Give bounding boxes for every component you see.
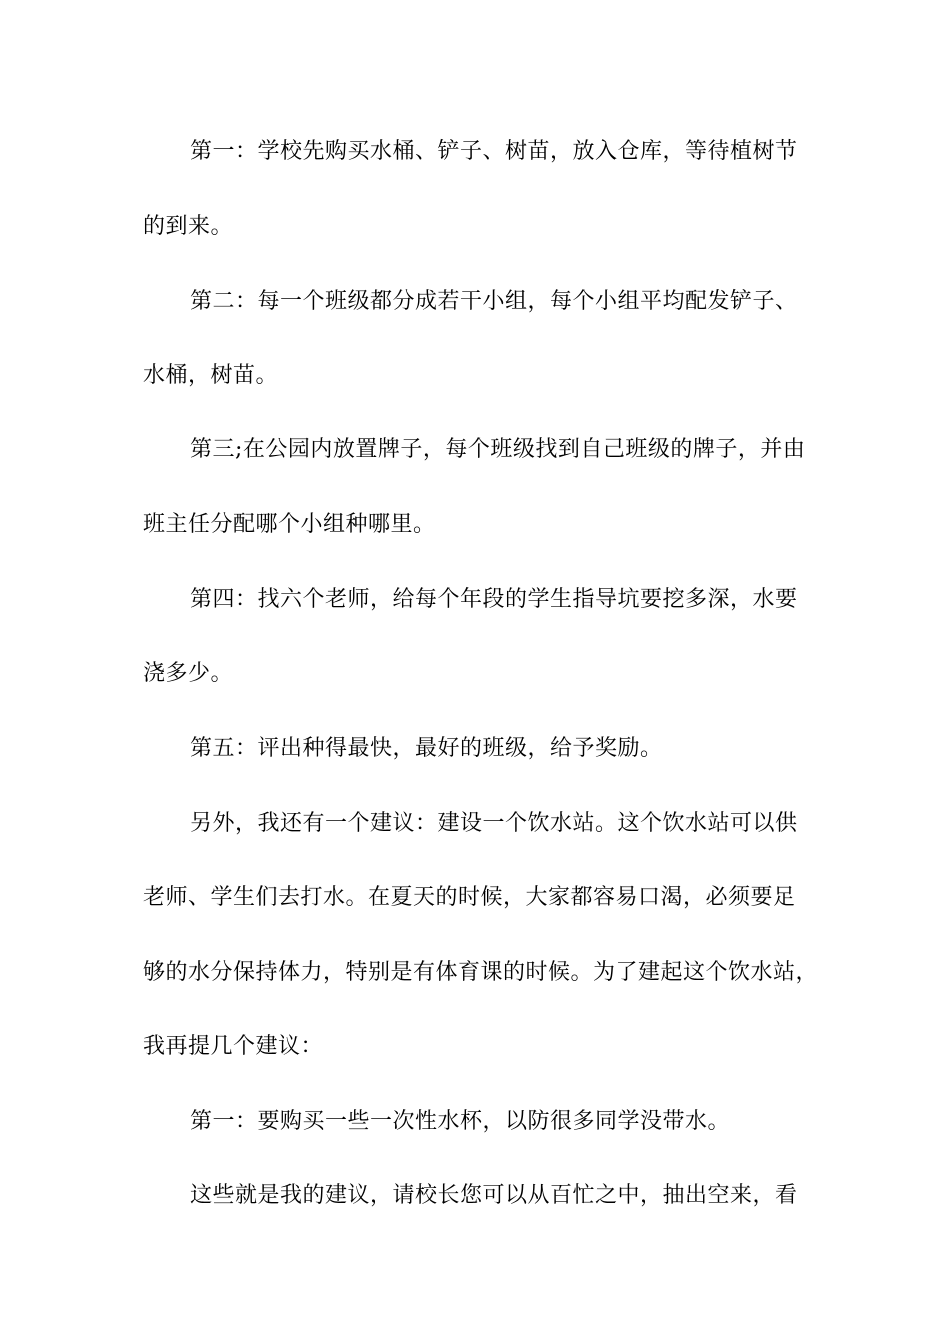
paragraph-line: 第二：每一个班级都分成若干小组，每个小组平均配发铲子、 <box>190 289 798 314</box>
paragraph-line: 我再提几个建议： <box>143 1034 324 1059</box>
paragraph-line: 的到来。 <box>143 214 234 239</box>
paragraph-line: 第一：学校先购买水桶、铲子、树苗，放入仓库，等待植树节 <box>190 139 798 164</box>
paragraph-line: 第五：评出种得最快，最好的班级，给予奖励。 <box>190 736 663 761</box>
paragraph-line: 第一：要购买一些一次性水杯，以防很多同学没带水。 <box>190 1109 731 1134</box>
paragraph-line: 浇多少。 <box>143 661 234 686</box>
paragraph-line: 够的水分保持体力，特别是有体育课的时候。为了建起这个饮水站， <box>143 960 819 985</box>
paragraph-line: 第三;在公园内放置牌子，每个班级找到自己班级的牌子，并由 <box>190 437 806 462</box>
paragraph-line: 老师、学生们去打水。在夏天的时候，大家都容易口渴，必须要足 <box>143 885 796 910</box>
paragraph-line: 另外，我还有一个建议：建设一个饮水站。这个饮水站可以供 <box>190 811 798 836</box>
paragraph-line: 第四：找六个老师，给每个年段的学生指导坑要挖多深，水要 <box>190 587 798 612</box>
paragraph-line: 这些就是我的建议，请校长您可以从百忙之中，抽出空来，看 <box>190 1183 798 1208</box>
paragraph-line: 班主任分配哪个小组种哪里。 <box>143 512 436 537</box>
paragraph-line: 水桶，树苗。 <box>143 363 279 388</box>
